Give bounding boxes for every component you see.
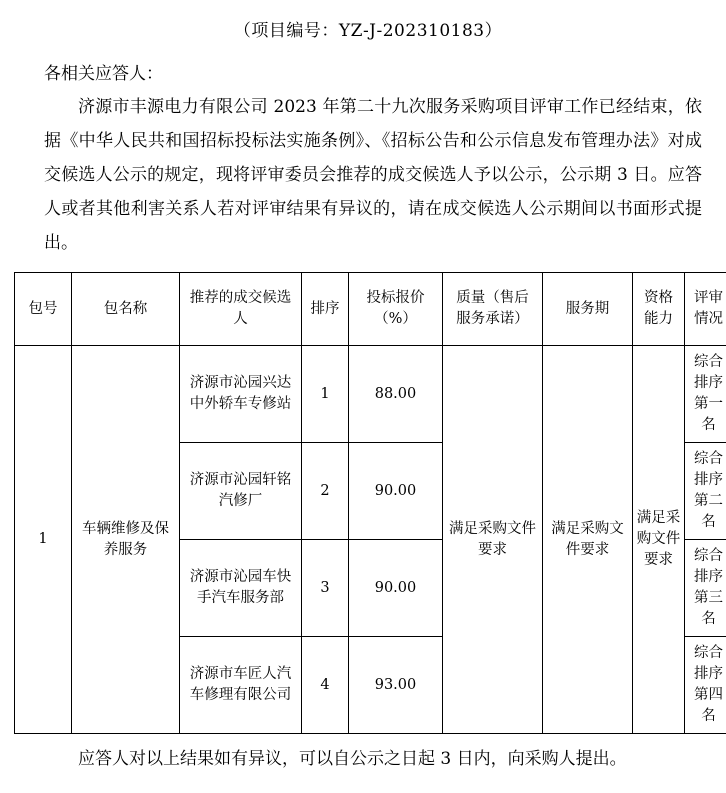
announcement-paragraph: 济源市丰源电力有限公司 2023 年第二十九次服务采购项目评审工作已经结束，依据《中华人民共和国招标投标法实施条例》、《招标公告和公示信息发布管理办法》对成交候选人公示的规定，现将评审委员会推荐的成交候选人予以公示，公示期 3 日。应答人或者其他利害关系人若对评审结果有异议的，请在成交候选人公示期间以书面形式提出。 <box>14 90 712 260</box>
cell-evaluation: 综合排序第四名 <box>685 637 726 734</box>
objection-paragraph: 应答人对以上结果如有异议，可以自公示之日起 3 日内，向采购人提出。 <box>14 742 712 776</box>
cell-rank: 4 <box>302 637 349 734</box>
cell-package-no: 1 <box>15 346 72 734</box>
header-rank: 排序 <box>302 273 349 346</box>
header-quality-line2: 服务承诺） <box>456 311 529 327</box>
header-qualification-line2: 能力 <box>644 311 673 327</box>
cell-evaluation: 综合排序第三名 <box>685 540 726 637</box>
header-quality-line1: 质量（售后 <box>456 290 529 306</box>
cell-package-name: 车辆维修及保养服务 <box>72 346 180 734</box>
project-number-line: （项目编号：YZ-J-202310183） <box>14 16 712 41</box>
cell-candidate: 济源市沁园兴达中外轿车专修站 <box>180 346 302 443</box>
candidate-result-table <box>14 272 726 734</box>
header-evaluation-line2: 情况 <box>694 311 723 327</box>
document-page <box>0 16 726 793</box>
cell-candidate: 济源市车匠人汽车修理有限公司 <box>180 637 302 734</box>
cell-evaluation: 综合排序第一名 <box>685 346 726 443</box>
header-qualification-line1: 资格 <box>644 290 673 306</box>
header-quality <box>443 273 543 346</box>
cell-price: 90.00 <box>349 443 443 540</box>
cell-price: 93.00 <box>349 637 443 734</box>
table-header-row <box>15 273 726 346</box>
cell-service-period: 满足采购文件要求 <box>543 346 633 734</box>
cell-rank: 3 <box>302 540 349 637</box>
cell-rank: 2 <box>302 443 349 540</box>
cell-qualification: 满足采购文件要求 <box>633 346 685 734</box>
cell-candidate: 济源市沁园轩铭汽修厂 <box>180 443 302 540</box>
cell-price: 90.00 <box>349 540 443 637</box>
header-bao-name: 包名称 <box>72 273 180 346</box>
cell-candidate: 济源市沁园车快手汽车服务部 <box>180 540 302 637</box>
cell-rank: 1 <box>302 346 349 443</box>
header-price-line2: （%） <box>374 311 417 327</box>
cell-evaluation: 综合排序第二名 <box>685 443 726 540</box>
header-service-period: 服务期 <box>543 273 633 346</box>
header-bao-no: 包号 <box>15 273 72 346</box>
cell-price: 88.00 <box>349 346 443 443</box>
header-evaluation <box>685 273 726 346</box>
header-evaluation-line1: 评审 <box>694 290 723 306</box>
header-price-line1: 投标报价 <box>367 290 425 306</box>
cell-quality: 满足采购文件要求 <box>443 346 543 734</box>
header-price <box>349 273 443 346</box>
header-qualification <box>633 273 685 346</box>
header-candidate: 推荐的成交候选人 <box>180 273 302 346</box>
salutation-line: 各相关应答人： <box>14 59 712 84</box>
table-row <box>15 346 726 443</box>
